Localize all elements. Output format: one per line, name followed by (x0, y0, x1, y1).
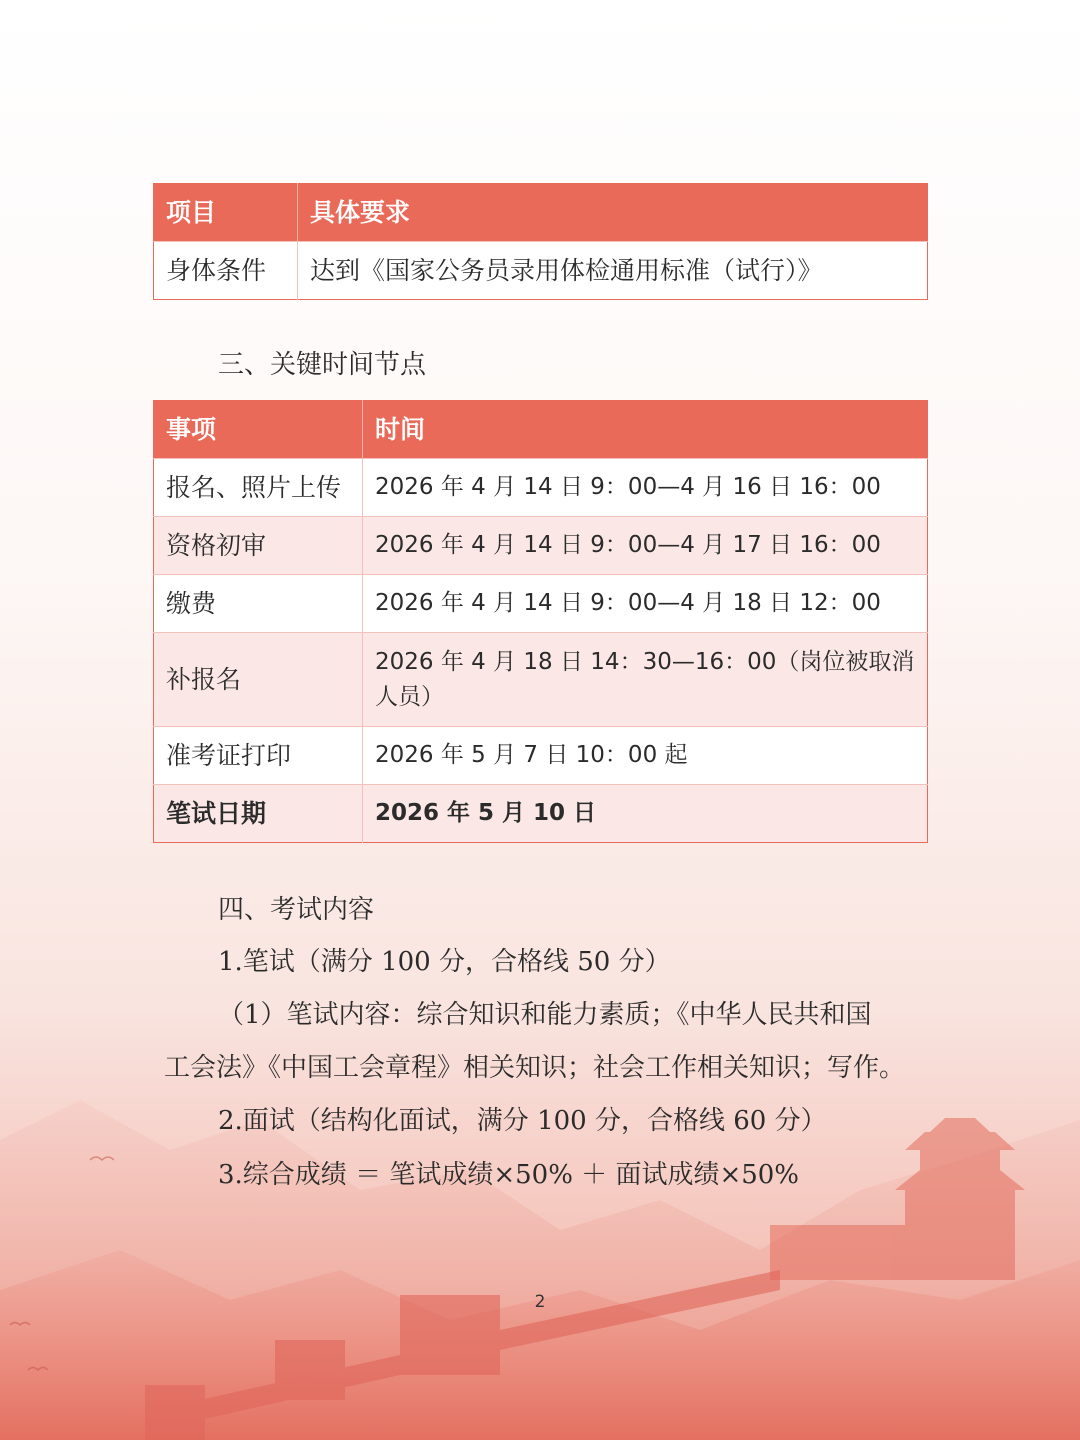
key-dates-table (153, 400, 928, 843)
table-row (154, 459, 928, 517)
table-cell-item: 身体条件 (154, 242, 298, 300)
table-row (154, 517, 928, 575)
section4-heading: 四、考试内容 (218, 895, 375, 925)
written-exam-content-line1: （1）笔试内容：综合知识和能力素质；《中华人民共和国 (218, 1000, 872, 1030)
table-row (154, 242, 928, 300)
written-exam-content-line2: 工会法》《中国工会章程》相关知识；社会工作相关知识；写作。 (164, 1053, 906, 1083)
table-cell-time: 2026 年 4 月 14 日 9：00—4 月 17 日 16：00 (363, 517, 928, 575)
column-header-time: 时间 (363, 401, 928, 459)
table-cell-event: 笔试日期 (154, 785, 363, 843)
total-score-formula: 3.综合成绩 ＝ 笔试成绩×50% ＋ 面试成绩×50% (218, 1160, 800, 1190)
table-row (154, 785, 928, 843)
table-cell-event: 补报名 (154, 633, 363, 727)
section3-heading: 三、关键时间节点 (218, 350, 427, 380)
table-cell-time: 2026 年 4 月 14 日 9：00—4 月 16 日 16：00 (363, 459, 928, 517)
table-row (154, 575, 928, 633)
table-cell-requirement: 达到《国家公务员录用体检通用标准（试行）》 (298, 242, 928, 300)
table-cell-event: 资格初审 (154, 517, 363, 575)
table-cell-time: 2026 年 5 月 7 日 10：00 起 (363, 727, 928, 785)
table-header-row (154, 184, 928, 242)
column-header-requirement: 具体要求 (298, 184, 928, 242)
column-header-item: 项目 (154, 184, 298, 242)
table-cell-time: 2026 年 4 月 18 日 14：30—16：00（岗位被取消人员） (363, 633, 928, 727)
table-cell-time: 2026 年 5 月 10 日 (363, 785, 928, 843)
page-number: 2 (534, 1292, 546, 1312)
table-header-row (154, 401, 928, 459)
interview-item: 2.面试（结构化面试，满分 100 分，合格线 60 分） (218, 1106, 827, 1136)
requirements-table (153, 183, 928, 300)
column-header-event: 事项 (154, 401, 363, 459)
table-cell-event: 报名、照片上传 (154, 459, 363, 517)
table-cell-event: 缴费 (154, 575, 363, 633)
table-cell-event: 准考证打印 (154, 727, 363, 785)
table-row (154, 633, 928, 727)
written-exam-item: 1.笔试（满分 100 分，合格线 50 分） (218, 947, 671, 977)
table-row (154, 727, 928, 785)
table-cell-time: 2026 年 4 月 14 日 9：00—4 月 18 日 12：00 (363, 575, 928, 633)
